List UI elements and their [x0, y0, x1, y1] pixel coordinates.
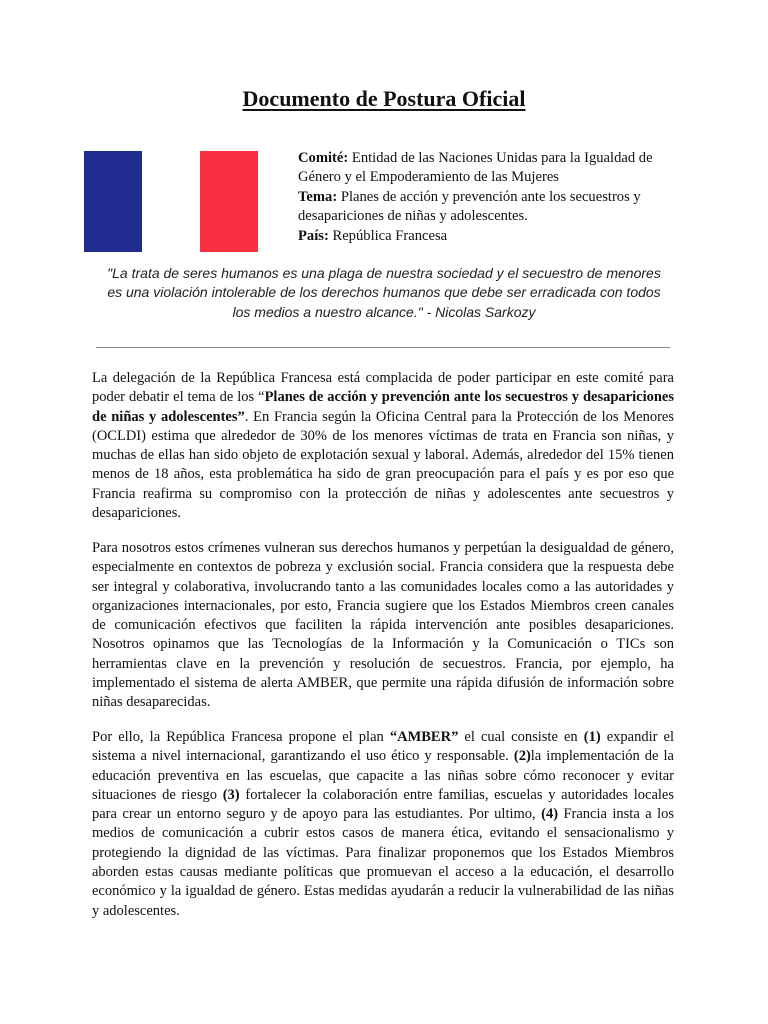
- committee-info: [298, 149, 688, 246]
- p1-bold-topic: Planes de acción y prevención ante los secuestros y desapariciones de niñas y adolescentes”: [92, 389, 674, 425]
- topic-value: Planes de acción y prevención ante los secuestros y desapariciones de niñas y adolescentes.: [298, 188, 641, 225]
- p1-text-2: . En Francia según la Oficina Central para la Protección de los Menores (OCLDI) estima que alrededor de 30% de los menores víctimas de trata en Francia son niñas, y muchas de ellas han sido objeto de explotación sexual y laboral. Además, alrededor del 15% tienen menos de 18 años, esta problemática ha sido de gran preocupación para el país y es por eso que Francia reafirma su compromiso con la protección de niñas y adolescentes ante secuestros y desapariciones.: [92, 408, 674, 522]
- p3-text-5: fortalecer la colaboración entre familias, escuelas y autoridades locales para crear un entorno seguro y de apoyo para las estudiantes. Por ultimo,: [92, 786, 674, 823]
- paragraph-2: Para nosotros estos crímenes vulneran sus derechos humanos y perpetúan la desigualdad de género, especialmente en contextos de pobreza y exclusión social. Francia considera que la respuesta debe ser integral y colaborativa, involucrando tanto a las comunidades locales como a las autoridades y organizaciones internacionales, por esto, Francia sugiere que los Estados Miembros creen canales de comunicación efectivos que faciliten la rápida intervención ante posibles desapariciones. Nosotros opinamos que las Tecnologías de la Información y la Comunicación o TICs son herramientas clave en la prevención y resolución de secuestros. Francia, por ejemplo, ha implementado el sistema de alerta AMBER, que permite una rápida difusión de información sobre niñas desaparecidas.: [92, 540, 674, 711]
- p1-text-1: La delegación de la República Francesa está complacida de poder participar en este comité para poder debatir el tema de los “: [92, 370, 674, 406]
- paragraph-1: [92, 369, 674, 523]
- flag-stripe-white: [142, 151, 200, 252]
- document-title: Documento de Postura Oficial: [242, 86, 526, 111]
- p3-text-4: la implementación de la educación preventiva en las escuelas, que capacite a las niñas sobre cómo reconocer y evitar situaciones de riesgo: [92, 748, 674, 803]
- p3-bold-1: (1): [583, 729, 601, 745]
- flag-stripe-red: [200, 151, 258, 252]
- p3-text-2: el cual consiste en: [458, 729, 584, 745]
- sarkozy-quote: "La trata de seres humanos es una plaga de nuestra sociedad y el secuestro de menores es una violación intolerable de los derechos humanos que debe ser erradicada con todos los medios a nuestro alcance." - Nicolas Sarkozy: [107, 265, 661, 320]
- p3-bold-amber: “AMBER”: [389, 729, 459, 745]
- p3-text-1: Por ello, la República Francesa propone el plan: [92, 729, 390, 745]
- country-value: República Francesa: [328, 227, 448, 244]
- p3-text-3: expandir el sistema a nivel internacional, garantizando el uso ético y responsable.: [92, 729, 675, 765]
- paragraph-3: [92, 728, 674, 921]
- country-label: País:: [298, 227, 329, 244]
- flag-stripe-blue: [84, 151, 142, 252]
- p3-text-6: Francia insta a los medios de comunicación a cubrir estos casos de manera ética, evitando el sensacionalismo y protegiendo la dignidad de las víctimas. Para finalizar proponemos que los Estados Miembros aborden estas causas mediante políticas que promuevan el acceso a la educación, el desarrollo económico y la igualdad de género. Estas medidas ayudarán a reducir la vulnerabilidad de las niñas y adolescentes.: [92, 806, 674, 919]
- p3-bold-3: (3): [222, 786, 240, 803]
- france-flag: [84, 151, 258, 252]
- committee-label: Comité:: [298, 150, 349, 166]
- committee-value: Entidad de las Naciones Unidas para la Igualdad de Género y el Empoderamiento de las Mujeres: [298, 150, 653, 186]
- divider: [96, 347, 670, 348]
- p3-bold-2: (2): [513, 748, 531, 765]
- p3-bold-4: (4): [541, 806, 559, 823]
- topic-label: Tema:: [298, 188, 338, 205]
